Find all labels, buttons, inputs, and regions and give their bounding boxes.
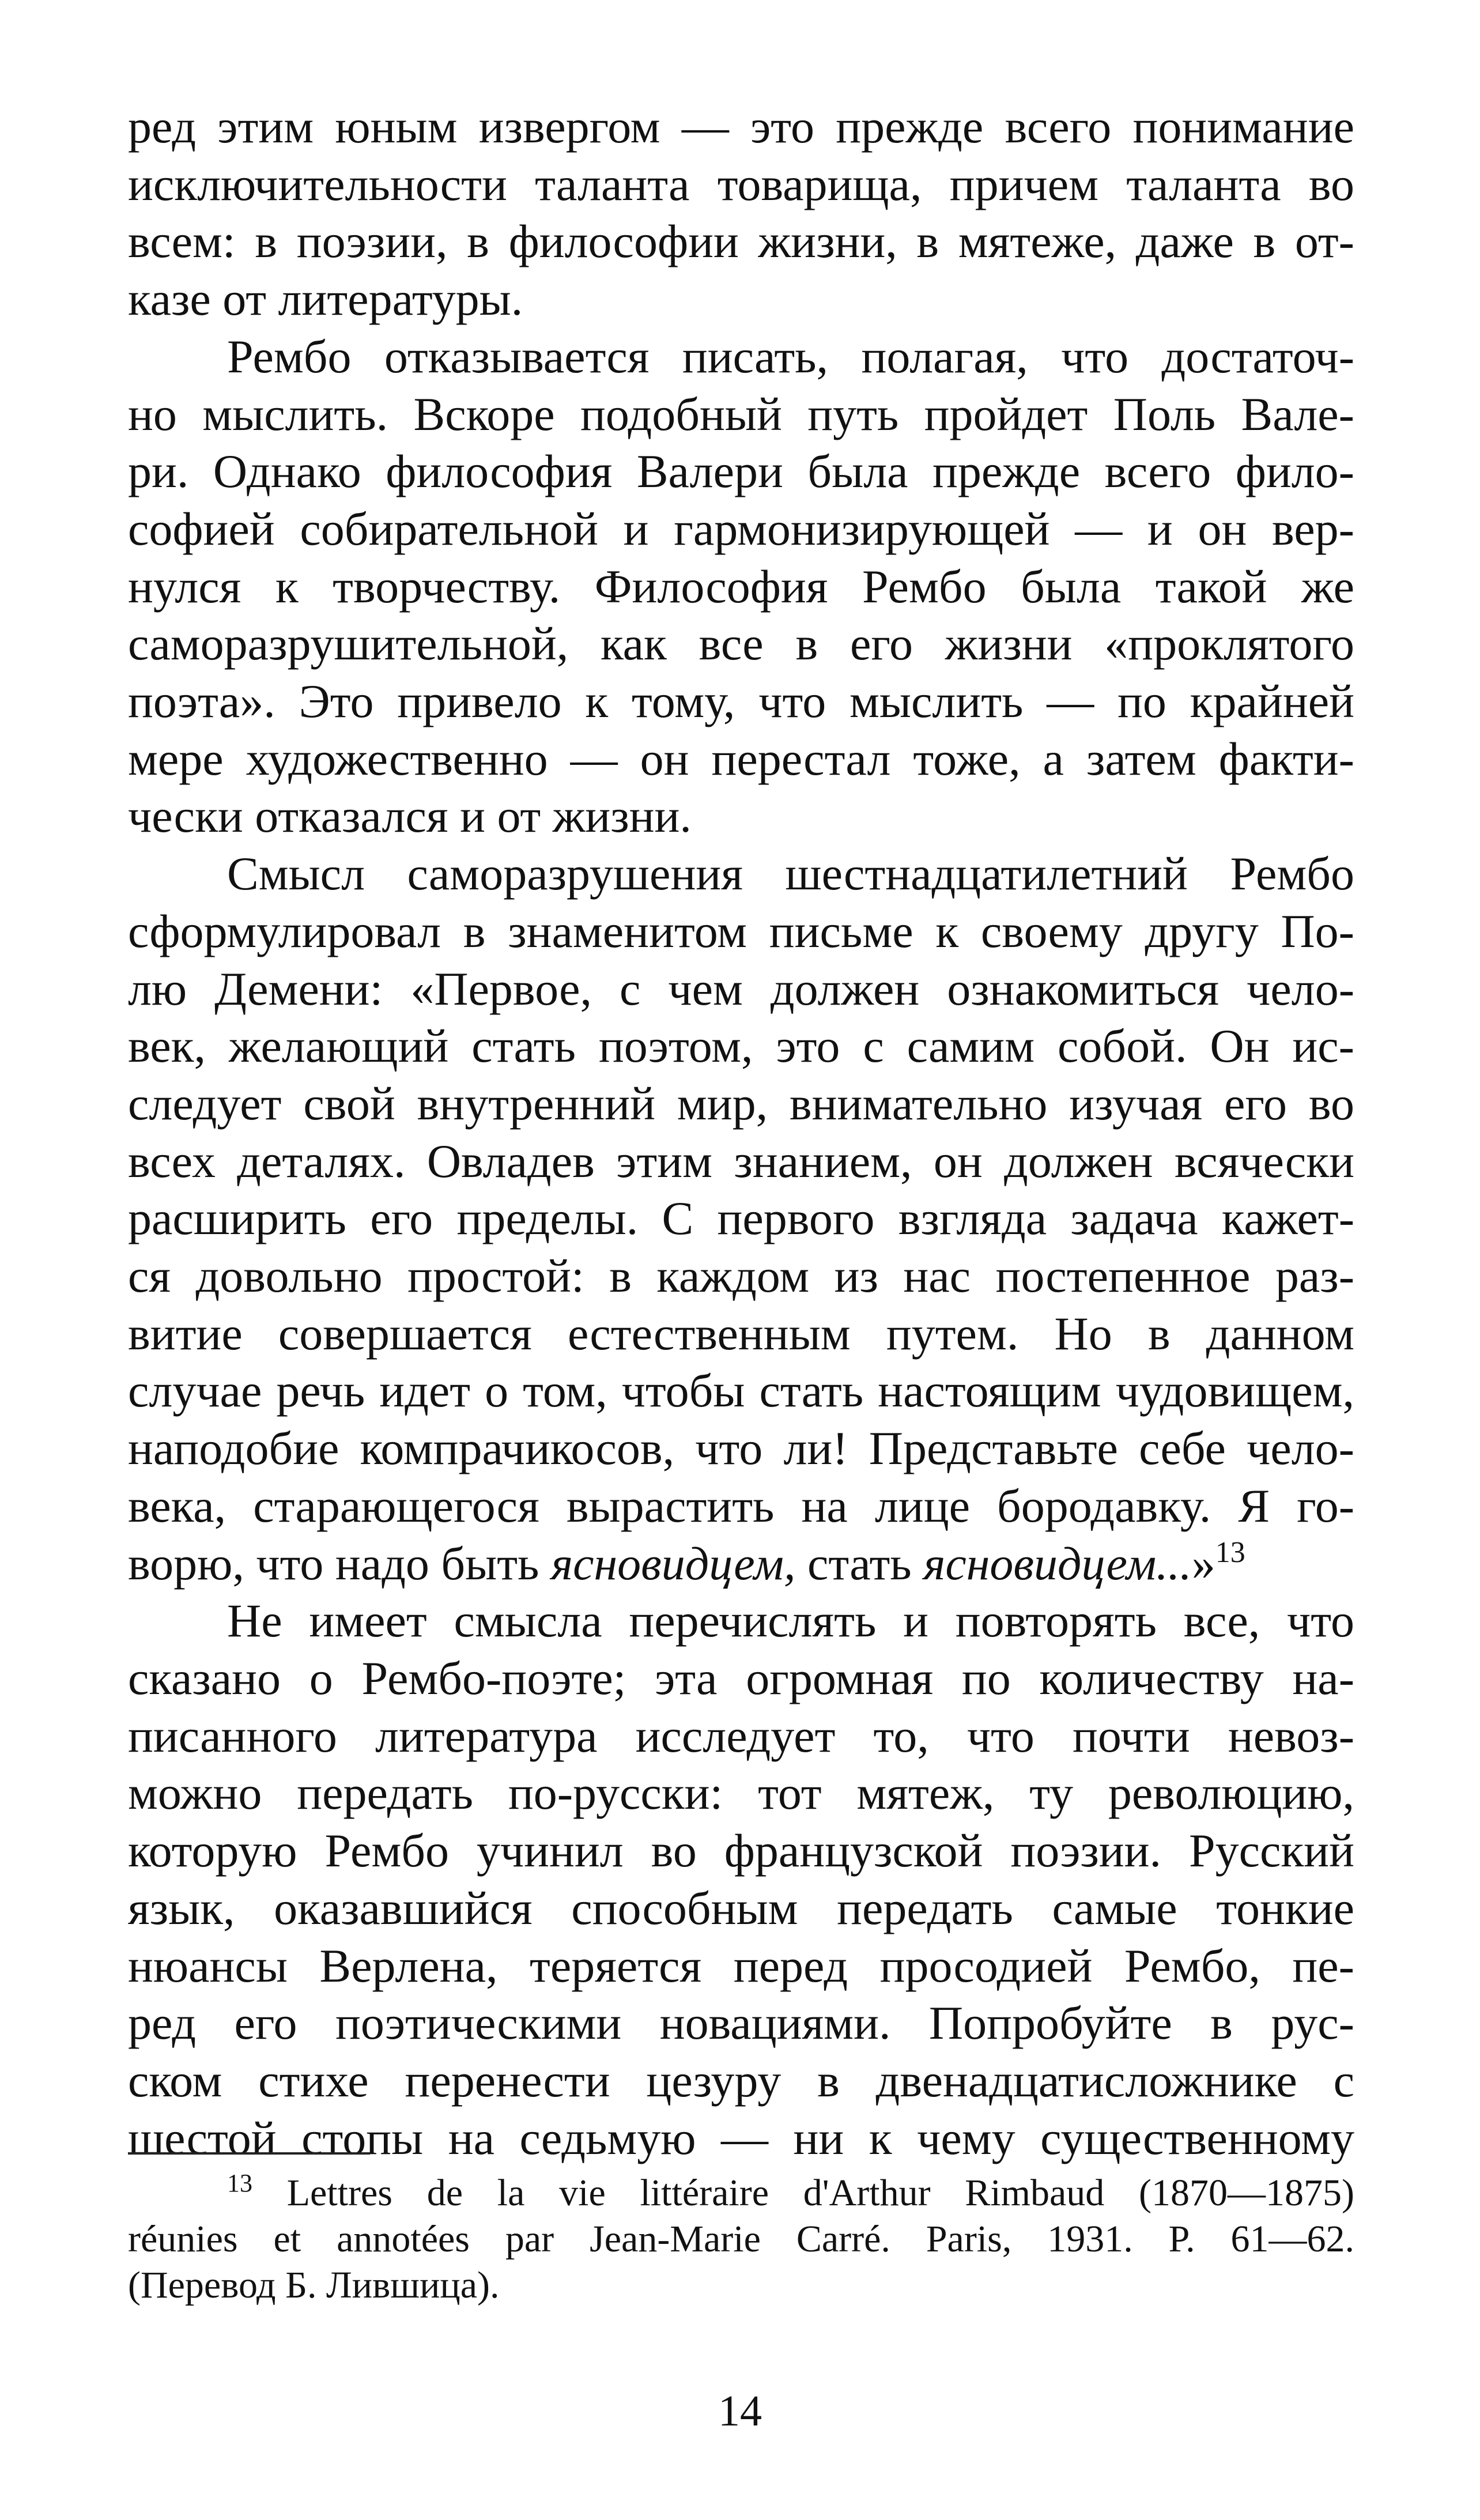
text-line: поэта». Это привело к тому, что мыслить — по крайней bbox=[128, 675, 1354, 728]
footnote-line: (Перевод Б. Лившица). bbox=[128, 2264, 500, 2306]
text-line: нулся к творчеству. Философия Рембо была такой же bbox=[128, 560, 1354, 613]
text-line: всех деталях. Овладев этим знанием, он должен всячески bbox=[128, 1134, 1354, 1187]
text-line: расширить его пределы. С первого взгляда задача кажет- bbox=[128, 1192, 1354, 1245]
main-text bbox=[128, 98, 1354, 2167]
text-line: можно передать по-русски: тот мятеж, ту революцию, bbox=[128, 1767, 1354, 1820]
footnote-reference[interactable]: 13 bbox=[1215, 1536, 1245, 1569]
text-line: витие совершается естественным путем. Но в данном bbox=[128, 1307, 1354, 1360]
text-line: писанного литература исследует то, что почти невоз- bbox=[128, 1709, 1354, 1762]
text-line: ред этим юным извергом — это прежде всего понимание bbox=[128, 100, 1354, 153]
italic-term: ясновидцем... bbox=[923, 1537, 1192, 1590]
text-line: века, старающегося вырастить на лице бородавку. Я го- bbox=[128, 1479, 1354, 1532]
footnote-divider bbox=[128, 2152, 370, 2155]
text-line: наподобие компрачикосов, что ли! Представьте себе чело- bbox=[128, 1422, 1354, 1475]
footnote bbox=[128, 2170, 1354, 2308]
text-line: лю Демени: «Первое, с чем должен ознакомиться чело- bbox=[128, 962, 1354, 1015]
text-line: Не имеет смысла перечислять и повторять все, что bbox=[227, 1594, 1354, 1647]
text-line: сказано о Рембо-поэте; эта огромная по количеству на- bbox=[128, 1651, 1354, 1704]
text-line: исключительности таланта товарища, причем таланта во bbox=[128, 157, 1354, 210]
text-line: но мыслить. Вскоре подобный путь пройдет Поль Вале- bbox=[128, 387, 1354, 440]
text-line: ся довольно простой: в каждом из нас постепенное раз- bbox=[128, 1250, 1354, 1303]
text-line: которую Рембо учинил во французской поэзии. Русский bbox=[128, 1824, 1354, 1877]
text-line-with-footnote-ref: ворю, что надо быть ясновидцем, стать ясновидцем...»$^{13}$ bbox=[128, 1536, 1245, 1590]
footnote-number: 13 bbox=[227, 2169, 252, 2197]
text-line: софией собирательной и гармонизирующей — и он вер- bbox=[128, 502, 1354, 555]
italic-term: ясновидцем, bbox=[550, 1537, 796, 1590]
text-line: ред его поэтическими новациями. Попробуйте в рус- bbox=[128, 1997, 1354, 2050]
text-line: чески отказался и от жизни. bbox=[128, 790, 692, 843]
page-number: 14 bbox=[718, 2387, 762, 2435]
text-line: мере художественно — он перестал тоже, а затем факти- bbox=[128, 732, 1354, 785]
text-line: шестой стопы на седьмую — ни к чему существенному bbox=[128, 2111, 1354, 2164]
paragraph-3 bbox=[128, 845, 1354, 1592]
text-line: казе от литературы. bbox=[128, 273, 523, 326]
footnote-line: réunies et annotées par Jean-Marie Carré. Paris, 1931. P. 61—62. bbox=[128, 2218, 1354, 2260]
text-line: век, желающий стать поэтом, это с самим собой. Он ис- bbox=[128, 1020, 1354, 1073]
paragraph-4 bbox=[128, 1592, 1354, 2167]
paragraph-2 bbox=[128, 328, 1354, 845]
text-line: нюансы Верлена, теряется перед просодией Рембо, пе- bbox=[128, 1939, 1354, 1992]
text-line: сформулировал в знаменитом письме к своему другу По- bbox=[128, 904, 1354, 957]
text-line: Смысл саморазрушения шестнадцатилетний Рембо bbox=[227, 847, 1354, 900]
footnote-line: $^{13}$ Lettres de la vie littéraire d'Arthur Rimbaud (1870—1875) bbox=[227, 2169, 1354, 2214]
text-line: саморазрушительной, как все в его жизни «проклятого bbox=[128, 617, 1354, 670]
text-line: язык, оказавшийся способным передать самые тонкие bbox=[128, 1881, 1354, 1934]
text-line: ри. Однако философия Валери была прежде всего фило- bbox=[128, 445, 1354, 498]
text-line: ском стихе перенести цезуру в двенадцатисложнике с bbox=[128, 2054, 1354, 2107]
paragraph-1 bbox=[128, 98, 1354, 328]
text-line: всем: в поэзии, в философии жизни, в мятеже, даже в от- bbox=[128, 215, 1354, 268]
text-line: Рембо отказывается писать, полагая, что достаточ- bbox=[227, 330, 1354, 383]
text-line: случае речь идет о том, чтобы стать настоящим чудовищем, bbox=[128, 1364, 1354, 1417]
text-line: следует свой внутренний мир, внимательно изучая его во bbox=[128, 1077, 1354, 1130]
